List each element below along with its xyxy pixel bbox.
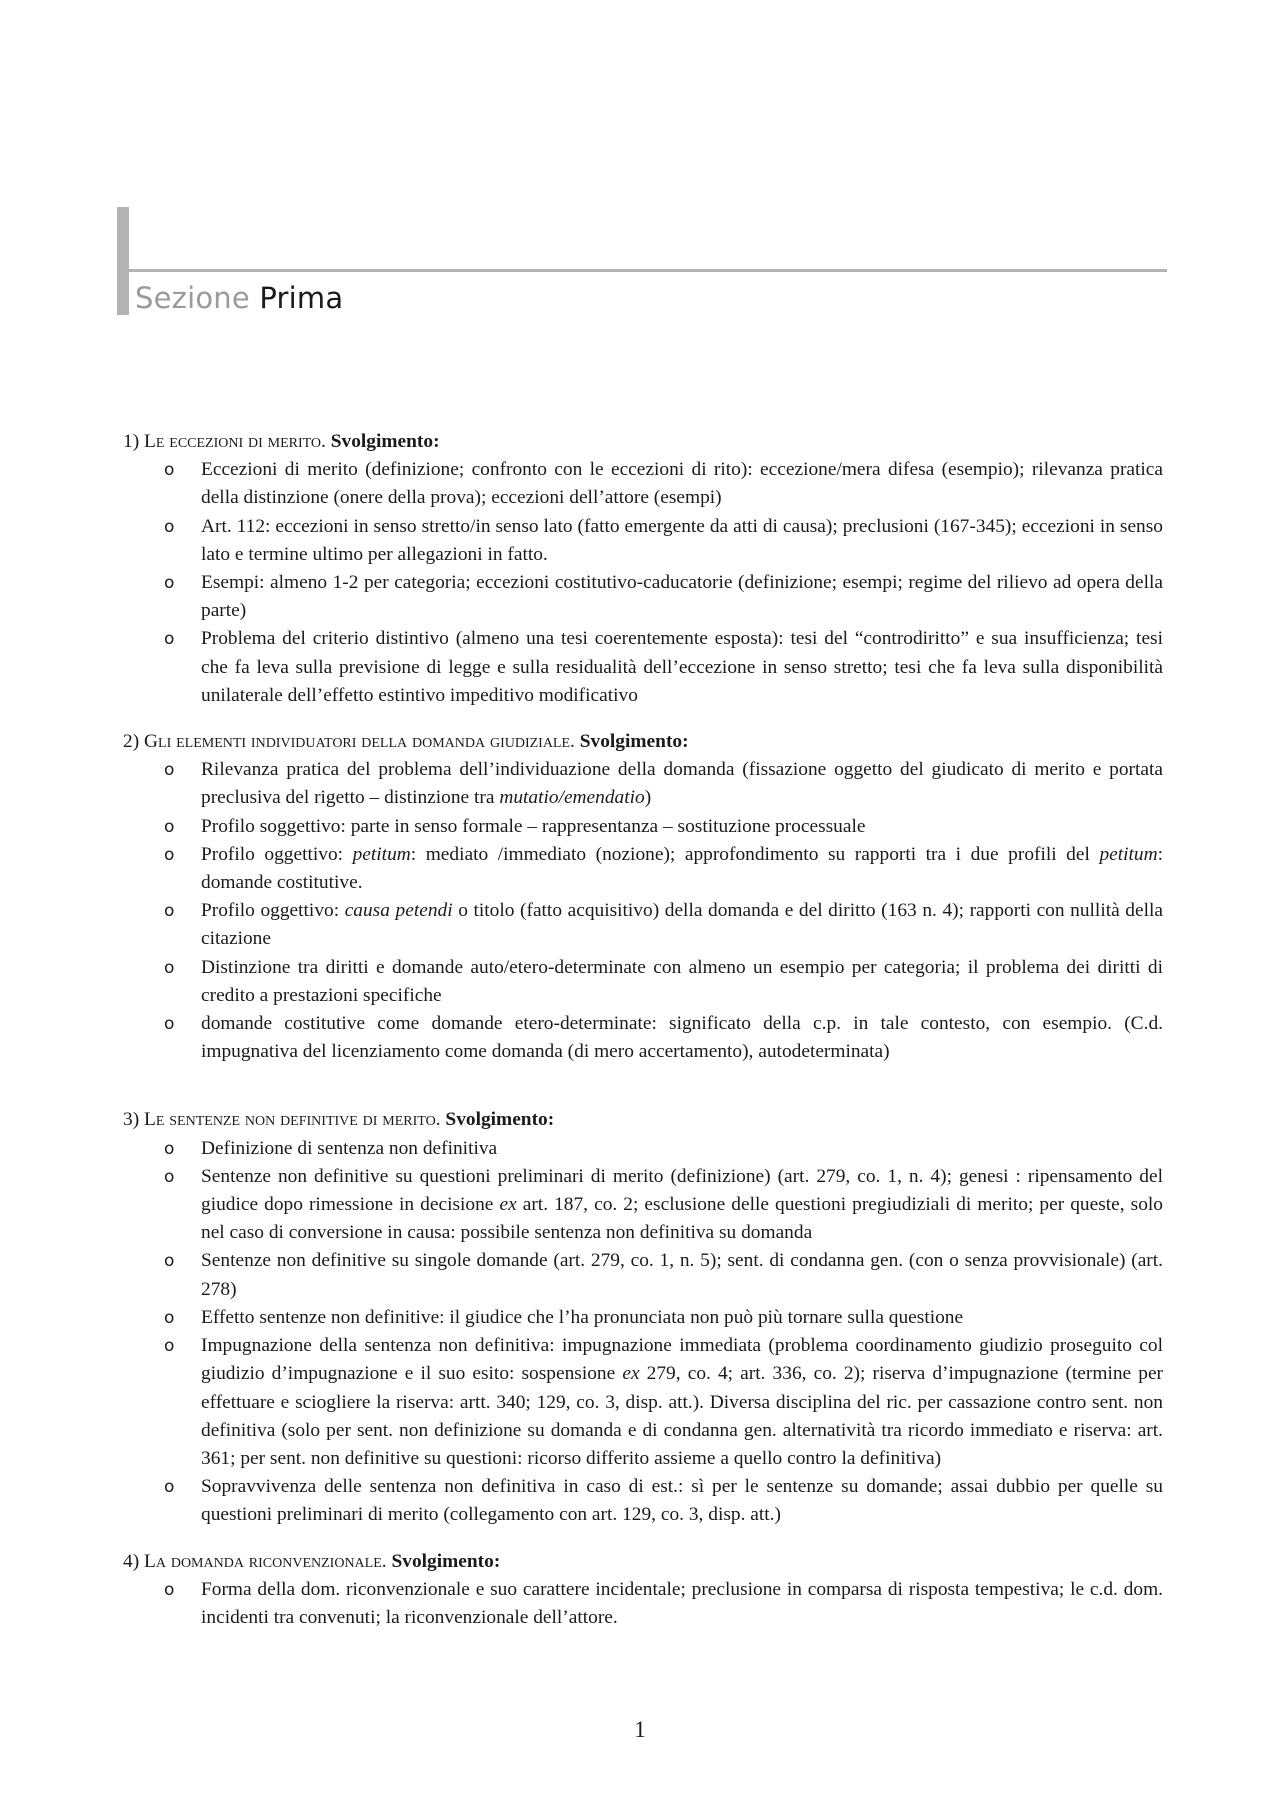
header-rule (129, 269, 1167, 272)
list-item: o Rilevanza pratica del problema dell’individuazione della domanda (fissazione oggetto del giudicato di merito e portata preclusiva del rigetto – distinzione tra mutatio/emendatio) (123, 756, 1163, 812)
list-item: o domande costitutive come domande etero-determinate: significato della c.p. in tale contesto, con esempio. (C.d. impugnativa del licenziamento come domanda (di mero accertamento), autodeterminata) (123, 1010, 1163, 1066)
list-item: o Art. 112: eccezioni in senso stretto/in senso lato (fatto emergente da atti di causa); preclusioni (167-345); eccezioni in senso lato e termine ultimo per allegazioni in fatto. (123, 513, 1163, 569)
italic-term: petitum (1099, 843, 1158, 865)
svolgimento-label: Svolgimento: (445, 1109, 555, 1131)
italic-term: ex (499, 1194, 517, 1216)
circle-bullet-icon: o (164, 1166, 175, 1187)
heading-word-sezione: Sezione (135, 281, 250, 315)
list-item: o Esempi: almeno 1-2 per categoria; eccezioni costitutivo-caducatorie (definizione; esempi; regime del rilievo ad opera della parte) (123, 569, 1163, 625)
svolgimento-label: Svolgimento: (330, 431, 440, 452)
italic-term: mutatio/emendatio (499, 787, 645, 809)
circle-bullet-icon: o (164, 844, 175, 865)
outline-list (123, 456, 1163, 710)
question-section (123, 728, 1163, 1066)
question-number: 3) (123, 1109, 145, 1131)
outline-list (123, 756, 1163, 1066)
list-item: o Impugnazione della sentenza non definitiva: impugnazione immediata (problema coordinamento giudizio proseguito col giudizio d’impugnazione e il suo esito: sospensione ex 279, co. 4; art. 336, co. 2); riserva d’impugnazione (termine per effettuare e sciogliere la riserva: artt. 340; 129, co. 3, disp. att.). Diversa disciplina del ric. per cassazione contro sent. non definitiva (solo per sent. non definizione su domanda e di condanna gen. alternatività tra ricordo immediato e riserva: art. 361; per sent. non definitive su questioni: ricorso differito assieme a quello contro la definitiva) (123, 1332, 1163, 1473)
circle-bullet-icon: o (164, 816, 175, 837)
list-item: o Sentenze non definitive su singole domande (art. 279, co. 1, n. 5); sent. di condanna gen. (con o senza provvisionale) (art. 278) (123, 1247, 1163, 1303)
circle-bullet-icon: o (164, 573, 175, 594)
circle-bullet-icon: o (164, 1579, 175, 1600)
circle-bullet-icon: o (164, 957, 175, 978)
svolgimento-label: Svolgimento: (579, 731, 689, 753)
page-number: 1 (634, 1717, 646, 1742)
section-header (117, 207, 1167, 315)
header-side-bar (117, 207, 129, 315)
list-item: o Definizione di sentenza non definitiva (123, 1135, 1163, 1163)
question-title-text: a domanda riconvenzionale (155, 1550, 382, 1572)
svolgimento-label: Svolgimento: (391, 1550, 501, 1572)
list-item: o Forma della dom. riconvenzionale e suo carattere incidentale; preclusione in comparsa di risposta tempestiva; le c.d. dom. incidenti tra convenuti; la riconvenzionale dell’attore. (123, 1576, 1163, 1632)
question-section (123, 1106, 1163, 1529)
circle-bullet-icon: o (164, 516, 175, 537)
question-title-initial: L (144, 431, 156, 452)
heading-word-prima: Prima (259, 281, 344, 315)
question-number: 4) (123, 1550, 145, 1572)
question-title: 2) Gli elementi individuatori della domanda giudiziale. Svolgimento: (123, 731, 689, 753)
list-item: o Effetto sentenze non definitive: il giudice che l’ha pronunciata non può più tornare sulla questione (123, 1304, 1163, 1332)
list-item: o Sentenze non definitive su questioni preliminari di merito (definizione) (art. 279, co. 1, n. 4); genesi : ripensamento del giudice dopo rimessione in decisione ex art. 187, co. 2; esclusione delle questioni pregiudiziali di merito; per queste, solo nel caso di conversione in causa: possibile sentenza non definitiva su domanda (123, 1163, 1163, 1248)
list-item: o Distinzione tra diritti e domande auto/etero-determinate con almeno un esempio per categoria; il problema dei diritti di credito a prestazioni specifiche (123, 954, 1163, 1010)
italic-term: petitum (352, 843, 411, 865)
circle-bullet-icon: o (164, 1138, 175, 1159)
question-title: 4) La domanda riconvenzionale. Svolgimento: (123, 1550, 501, 1572)
circle-bullet-icon: o (164, 1336, 175, 1357)
question-number: 2) (123, 731, 145, 753)
question-title-text: e sentenze non definitive di merito (155, 1109, 436, 1131)
question-number: 1) (123, 431, 145, 452)
circle-bullet-icon: o (164, 1251, 175, 1272)
question-title-text: e eccezioni di merito (155, 431, 322, 452)
list-item: o Sopravvivenza delle sentenza non definitiva in caso di est.: sì per le sentenze su domande; assai dubbio per quelle su questioni preliminari di merito (collegamento con art. 129, co. 3, disp. att.) (123, 1473, 1163, 1529)
question-title-initial: L (144, 1550, 156, 1572)
question-section (123, 1548, 1163, 1633)
circle-bullet-icon: o (164, 1477, 175, 1498)
circle-bullet-icon: o (164, 460, 175, 481)
circle-bullet-icon: o (164, 1307, 175, 1328)
document-body (123, 428, 1163, 1650)
list-item: o Profilo oggettivo: petitum: mediato /immediato (nozione); approfondimento su rapporti tra i due profili del petitum: domande costitutive. (123, 841, 1163, 897)
circle-bullet-icon: o (164, 901, 175, 922)
section-heading (135, 281, 343, 315)
question-title-initial: L (144, 1109, 156, 1131)
outline-list (123, 1135, 1163, 1530)
circle-bullet-icon: o (164, 760, 175, 781)
question-title-initial: G (144, 731, 159, 753)
list-item: o Problema del criterio distintivo (almeno una tesi coerentemente esposta): tesi del “controdiritto” e sua insufficienza; tesi che fa leva sulla previsione di legge e sulla residualità dell’eccezione in senso stretto; tesi che fa leva sulla disponibilità unilaterale dell’effetto estintivo impeditivo modificativo (123, 625, 1163, 710)
outline-list (123, 1576, 1163, 1632)
italic-term: causa petendi (344, 900, 453, 922)
circle-bullet-icon: o (164, 629, 175, 650)
question-section (123, 428, 1163, 710)
circle-bullet-icon: o (164, 1014, 175, 1035)
list-item: o Profilo soggettivo: parte in senso formale – rappresentanza – sostituzione processuale (123, 813, 1163, 841)
list-item: o Profilo oggettivo: causa petendi o titolo (fatto acquisitivo) della domanda e del diritto (163 n. 4); rapporti con nullità della citazione (123, 897, 1163, 953)
list-item: o Eccezioni di merito (definizione; confronto con le eccezioni di rito): eccezione/mera difesa (esempio); rilevanza pratica della distinzione (onere della prova); eccezioni dell’attore (esempi) (123, 456, 1163, 512)
question-title: 1) Le eccezioni di merito. Svolgimento: (123, 431, 440, 452)
question-title-text: li elementi individuatori della domanda giudiziale (158, 731, 571, 753)
italic-term: ex (622, 1363, 640, 1385)
question-title: 3) Le sentenze non definitive di merito. Svolgimento: (123, 1109, 555, 1131)
